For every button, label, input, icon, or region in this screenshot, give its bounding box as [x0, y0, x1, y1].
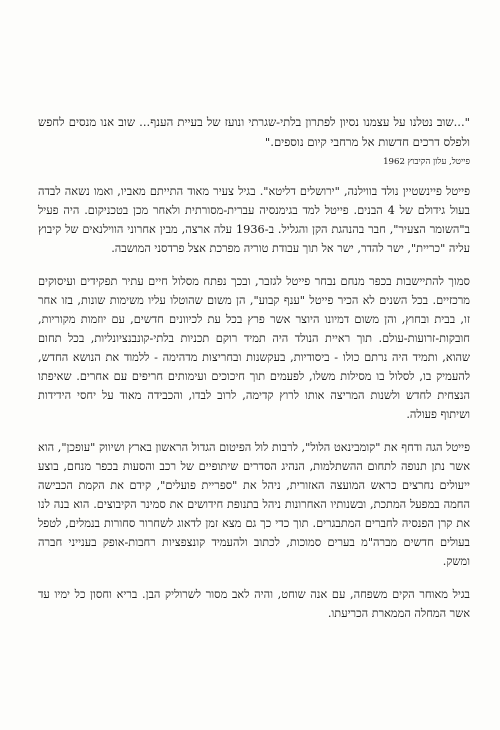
opening-quote: "...שוב נטלנו על עצמנו נסיון לפתרון בלתי-שגרתי ונועז של בעיית הענף... שוב אנו מנסים לחפש ולפלס דרכים חדשות אל מרחבי קיום נוספים.": [38, 115, 470, 149]
document-page: [38, 112, 470, 623]
paragraph-biography: פייטל פיינשטיין נולד בווילנה, "ירושלים דליטא". בגיל צעיר מאוד התייתם מאביו, ואמו נשאה לבדה בעול גידולם של 4 הבנים. פייטל למד בגימנסיה עברית-מסורתית ולאחר מכן בטכניקום. היה פעיל ב"השומר הצעיר", חבר בהנהגת הקן והגליל. ב-1936 עלה ארצה, מבין אחרוני הווילנאים של קיבוץ עליה "כריית", ישר להדר, ישר אל תוך עבודת טוריה מפרכת אצל פרדסני המושבה.: [38, 185, 471, 255]
quote-attribution: פייטל, עלון הקיבוץ 1962: [383, 157, 470, 167]
paragraph-achievements: פייטל הגה ודחף את "קומבינאט הלול", לרבות לול הפיטום הגדול הראשון בארץ ושיווק "עופכן", הוא אשר נתן תנופה לתחום ההשתלמות, הנהיג הסדרים שיתופיים של רכב והסעות בכפר מנחם, בוצע ייעולים נחרצים כראש המועצה האזורית, ניהל את "ספריית פועלים", קידם את הקמת הכבישה החמה במפעל המתכת, ובשנותיו האחרונות ניהל בתנופת חידושים את סמינר הקיבוצים. הוא בנה לנו את קרן הפנסיה לחברים המתבגרים. תוך כדי כך גם מצא זמן לדאוג לשחרור סחורות בנמלים, לטפל בעולים חדשים מברה"מ בערים סמוכות, לכתוב ולהעמיד קונצפציות רחבות-אופק בענייני חברה ומשק.: [38, 441, 470, 568]
paragraph-family: בגיל מאוחר הקים משפחה, עם אנה שוחט, והיה לאב מסור לשרוליק הבן. בריא וחסון כל ימיו עד אשר המחלה הממארת הכריעתו.: [38, 588, 470, 620]
paragraph-career: סמוך להתיישבות בכפר מנחם נבחר פייטל לגזבר, ובכך נפתח מסלול חיים עתיר תפקידים ועיסוקים מרכזיים. בכל השנים לא הכיר פייטל "ענף קבוע", הן משום שהוטלו עליו משימות שונות, בזו אחר זו, בבית ובחוץ, והן משום דמיונו היוצר אשר פרץ בכל עת לכיוונים חדשים, עם יוזמות מקוריות, חובקות-זרועות-עולם. תוך ראיית הנולד היה תמיד רוקם תכניות בלתי-קונבנציונליות, בכל תחום שהוא, ותמיד היה נרתם כולו - ביסודיות, בעקשנות ובחריצות מדהימה - ללמוד את הנושא החדש, להעמיק בו, לסלול בו מסילות משלו, לפעמים תוך חיכוכים ועימותים חריפים עם אחרים. שאיפתו הנצחית לחדש ולשנות המריצה אותו לרוץ קדימה, לרוב לבדו, והכבידה מאוד על יחסי הידידות ושיתוף פעולה.: [38, 275, 470, 421]
